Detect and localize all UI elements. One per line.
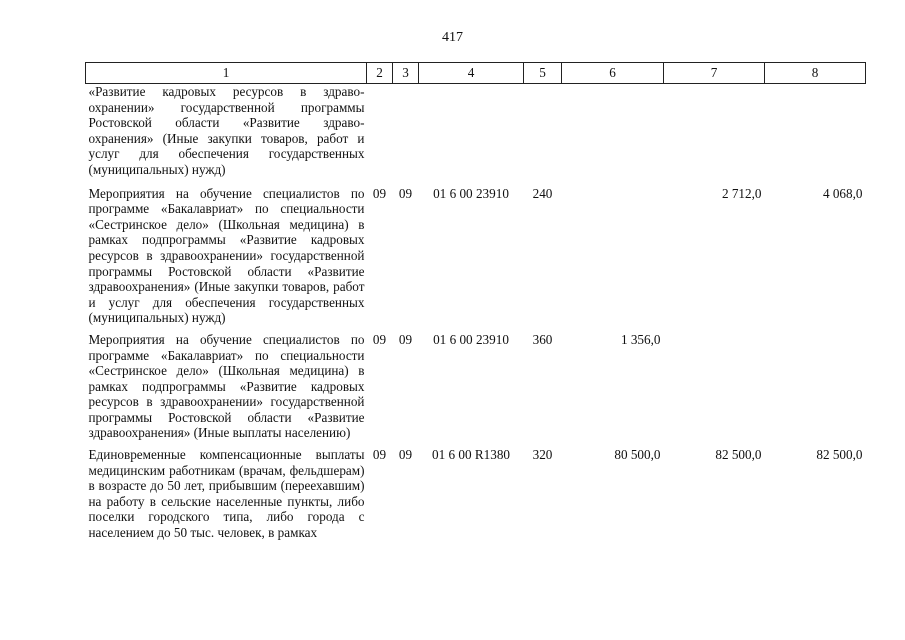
row-expense-type: 360 (532, 331, 553, 347)
row-subsection-code: 09 (398, 331, 413, 347)
row-amount-col8: 4 068,0 (822, 185, 863, 201)
table-header-row (86, 63, 866, 84)
row-target-article: 01 6 00 23910 (433, 185, 509, 201)
row-section-code: 09 (372, 185, 387, 201)
row-amount-col6 (562, 186, 664, 332)
page-number: 417 (442, 30, 463, 45)
row-amount-col7 (664, 332, 765, 447)
row-amount-col6 (562, 84, 664, 186)
row-amount-col7 (664, 84, 765, 186)
row-expense-type: 320 (532, 447, 553, 463)
row-expense-type (524, 84, 562, 186)
column-header-7: 7 (664, 63, 765, 84)
row-subsection-code (393, 84, 419, 186)
row-target-article (419, 84, 524, 186)
column-header-4: 4 (419, 63, 524, 84)
table-row (86, 84, 866, 186)
table-row (86, 447, 866, 541)
row-section-code: 09 (372, 447, 387, 463)
row-amount-col8 (765, 332, 866, 447)
row-target-article: 01 6 00 23910 (433, 331, 509, 347)
row-description: Мероприятия на обучение специалистов по программе «Бакалавриат» по специальности «Сестринское дело» (Школьная медицина) в рамках подпрограммы «Развитие кадровых ресурсов в здравоохранении» государственной программы Ростовской области «Развитие здравоохранения» (Иные выплаты населению) (88, 331, 365, 441)
column-header-5: 5 (524, 63, 562, 84)
row-amount-col7: 2 712,0 (721, 185, 762, 201)
row-subsection-code: 09 (398, 185, 413, 201)
column-header-6: 6 (562, 63, 664, 84)
row-target-article: 01 6 00 R1380 (431, 447, 511, 463)
row-section-code (367, 84, 393, 186)
row-amount-col6: 80 500,0 (614, 447, 661, 463)
column-header-3: 3 (393, 63, 419, 84)
row-amount-col6: 1 356,0 (620, 331, 661, 347)
row-amount-col8 (765, 84, 866, 186)
column-header-8: 8 (765, 63, 866, 84)
row-description: «Развитие кадровых ресурсов в здравоохранении» государственной программы Ростовской области «Развитие здравоохранения» (Иные закупки товаров, работ и услуг для обеспечения государственных (муниципальных) нужд) (88, 84, 365, 177)
budget-table (85, 62, 866, 541)
column-header-1: 1 (86, 63, 367, 84)
row-description: Единовременные компенсационные выплаты медицинским работникам (врачам, фельдшерам) в возрасте до 50 лет, прибывшим (переехавшим) на работу в сельские населенные пункты, либо поселки городского типа, либо города с населением до 50 тыс. человек, в рамках (88, 447, 365, 541)
row-subsection-code: 09 (398, 447, 413, 463)
column-header-2: 2 (367, 63, 393, 84)
row-section-code: 09 (372, 331, 387, 347)
row-amount-col8: 82 500,0 (816, 447, 863, 463)
row-amount-col7: 82 500,0 (715, 447, 762, 463)
row-expense-type: 240 (532, 185, 553, 201)
table-row (86, 332, 866, 447)
row-description: Мероприятия на обучение специалистов по программе «Бакалавриат» по специальности «Сестринское дело» (Школьная медицина) в рамках подпрограммы «Развитие кадровых ресурсов в здравоохранении» государственной программы Ростовской области «Развитие здравоохранения» (Иные закупки товаров, работ и услуг для обеспечения государственных (муниципальных) нужд) (88, 185, 365, 326)
table-row (86, 186, 866, 332)
